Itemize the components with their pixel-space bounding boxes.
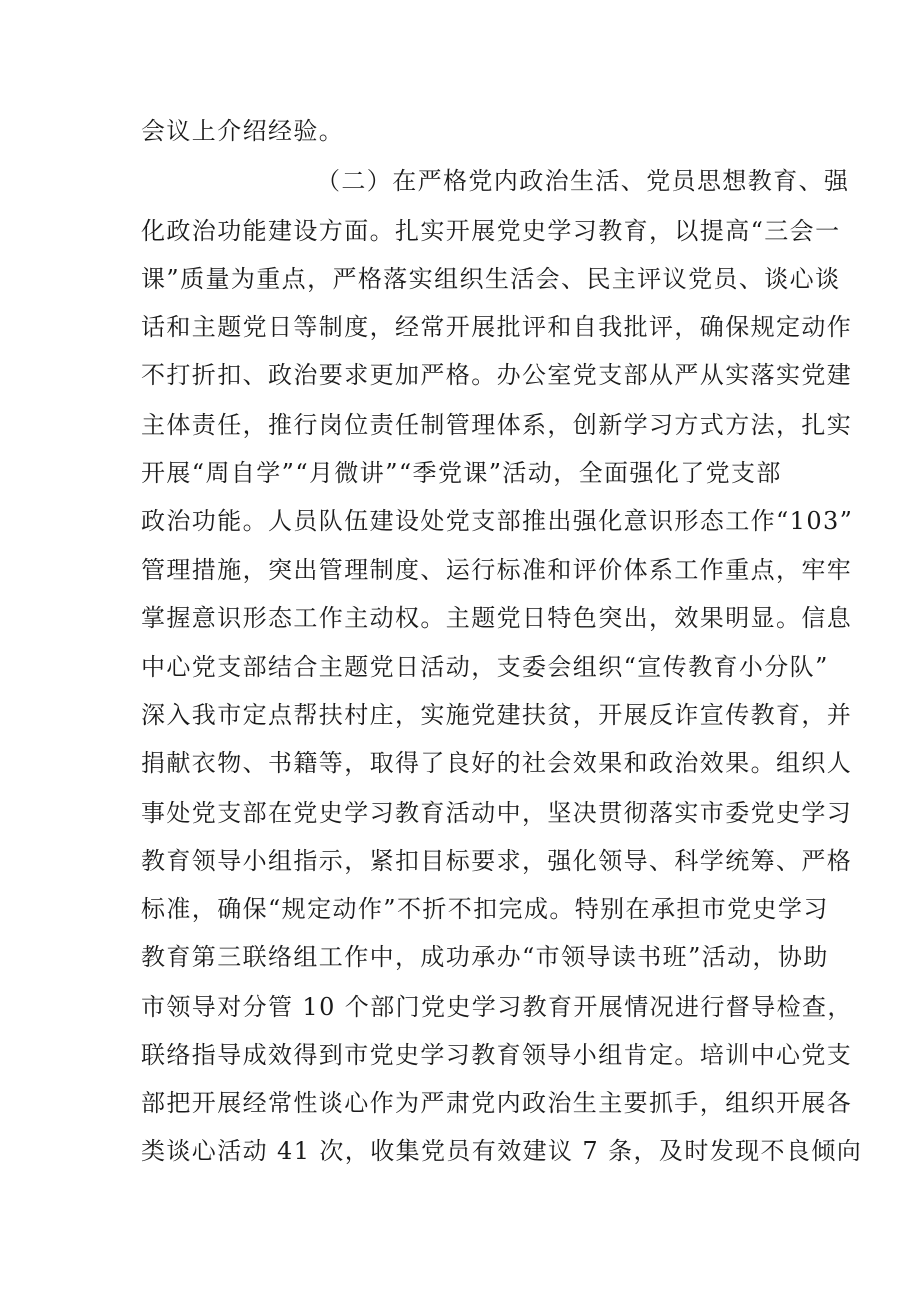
text-line: 开展“周自学”“月微讲”“季党课”活动，全面强化了党支部 [141, 459, 782, 487]
text-line: 课”质量为重点，严格落实组织生活会、民主评议党员、谈心谈 [141, 265, 841, 293]
section-heading-line: （二）在严格党内政治生活、党员思想教育、强 [316, 167, 850, 195]
text-line: 掌握意识形态工作主动权。主题党日特色突出，效果明显。信息 [141, 604, 853, 632]
text-line: 话和主题党日等制度，经常开展批评和自我批评，确保规定动作 [141, 313, 853, 341]
text-line: 部把开展经常性谈心作为严肃党内政治生主要抓手，组织开展各 [141, 1089, 853, 1117]
text-line: 政治功能。人员队伍建设处党支部推出强化意识形态工作“103” [141, 507, 854, 535]
text-line: 教育领导小组指示，紧扣目标要求，强化领导、科学统筹、严格 [141, 847, 853, 875]
text-line: 深入我市定点帮扶村庄，实施党建扶贫，开展反诈宣传教育，并 [141, 701, 853, 729]
text-line: 化政治功能建设方面。扎实开展党史学习教育，以提高“三会一 [141, 217, 841, 245]
text-line: 不打折扣、政治要求更加严格。办公室党支部从严从实落实党建 [141, 361, 853, 389]
text-line: 事处党支部在党史学习教育活动中，坚决贯彻落实市委党史学习 [141, 799, 853, 827]
text-line: 类谈心活动 41 次，收集党员有效建议 7 条，及时发现不良倾向 [141, 1137, 863, 1165]
text-line: 中心党支部结合主题党日活动，支委会组织“宣传教育小分队” [141, 653, 829, 681]
text-line: 管理措施，突出管理制度、运行标准和评价体系工作重点，牢牢 [141, 556, 853, 584]
text-line: 主体责任，推行岗位责任制管理体系，创新学习方式方法，扎实 [141, 411, 853, 439]
text-line: 捐献衣物、书籍等，取得了良好的社会效果和政治效果。组织人 [141, 749, 853, 777]
text-line: 会议上介绍经验。 [141, 117, 345, 145]
text-line: 联络指导成效得到市党史学习教育领导小组肯定。培训中心党支 [141, 1041, 853, 1069]
text-line: 标准，确保“规定动作”不折不扣完成。特别在承担市党史学习 [141, 895, 829, 923]
text-line: 市领导对分管 10 个部门党史学习教育开展情况进行督导检查， [141, 993, 853, 1021]
text-line: 教育第三联络组工作中，成功承办“市领导读书班”活动，协助 [141, 943, 829, 971]
